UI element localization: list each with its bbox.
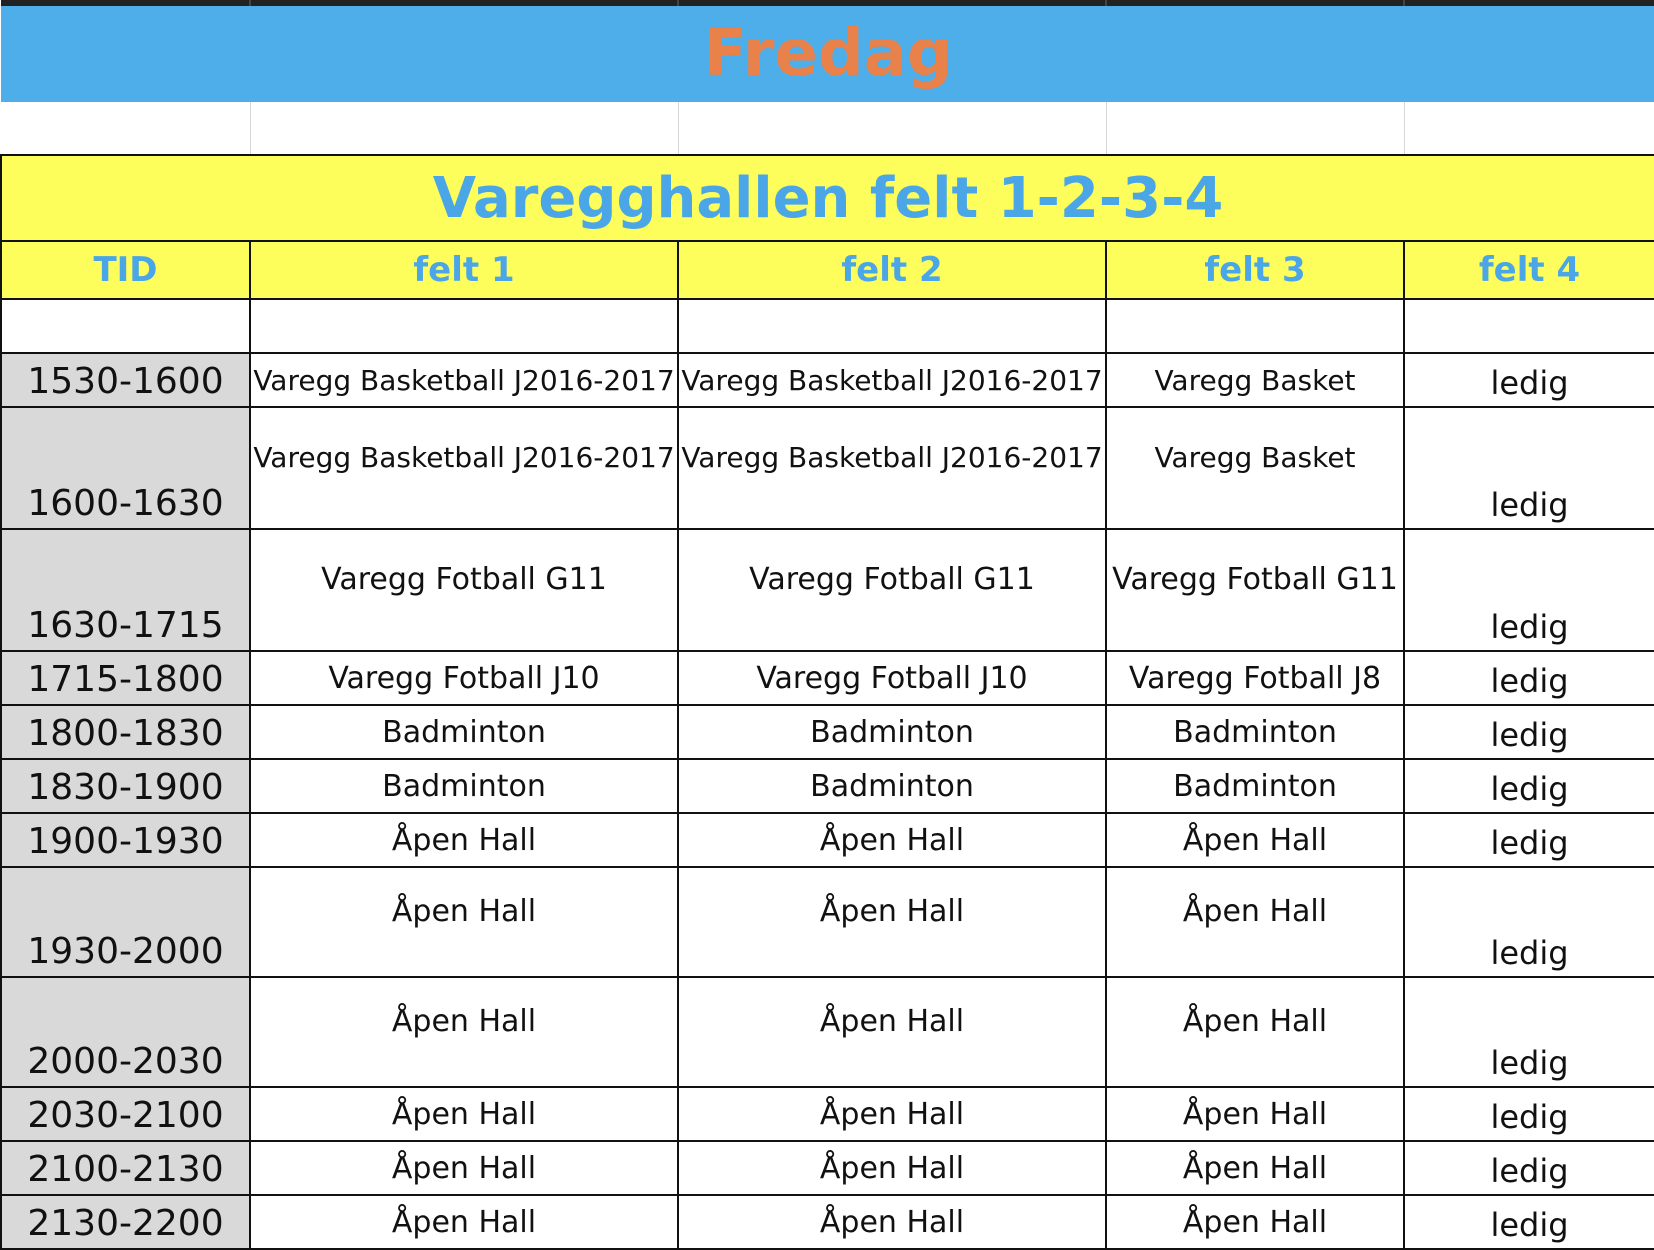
column-header-felt3[interactable]: felt 3 xyxy=(1106,241,1404,299)
table-row xyxy=(1,651,1654,705)
felt4-cell[interactable]: ledig xyxy=(1404,353,1654,407)
cell[interactable] xyxy=(678,299,1106,353)
felt3-cell[interactable]: Åpen Hall xyxy=(1106,867,1404,977)
felt2-cell[interactable]: Varegg Fotball G11 xyxy=(678,529,1106,651)
spacer-row xyxy=(1,102,1654,155)
felt4-cell[interactable]: ledig xyxy=(1404,705,1654,759)
felt4-cell[interactable]: ledig xyxy=(1404,1087,1654,1141)
venue-title[interactable]: Varegghallen felt 1-2-3-4 xyxy=(1,155,1654,241)
table-row xyxy=(1,867,1654,977)
table-row xyxy=(1,705,1654,759)
time-cell[interactable]: 1600-1630 xyxy=(1,407,250,529)
column-header-row xyxy=(1,241,1654,299)
cell[interactable] xyxy=(1404,102,1654,155)
cell[interactable] xyxy=(1106,299,1404,353)
cell[interactable] xyxy=(1,299,250,353)
day-banner-row xyxy=(1,6,1654,102)
table-row xyxy=(1,1087,1654,1141)
table-row xyxy=(1,529,1654,651)
felt4-cell[interactable]: ledig xyxy=(1404,977,1654,1087)
felt2-cell[interactable]: Badminton xyxy=(678,759,1106,813)
felt1-cell[interactable]: Åpen Hall xyxy=(250,813,678,867)
cell[interactable] xyxy=(1404,299,1654,353)
table-row xyxy=(1,977,1654,1087)
felt1-cell[interactable]: Badminton xyxy=(250,759,678,813)
day-title[interactable]: Fredag xyxy=(1,6,1654,102)
time-cell[interactable]: 1900-1930 xyxy=(1,813,250,867)
felt1-cell[interactable]: Varegg Basketball J2016-2017 xyxy=(250,353,678,407)
felt4-cell[interactable]: ledig xyxy=(1404,1195,1654,1249)
felt2-cell[interactable]: Varegg Fotball J10 xyxy=(678,651,1106,705)
felt3-cell[interactable]: Åpen Hall xyxy=(1106,1195,1404,1249)
time-cell[interactable]: 1530-1600 xyxy=(1,353,250,407)
felt3-cell[interactable]: Badminton xyxy=(1106,759,1404,813)
column-header-felt2[interactable]: felt 2 xyxy=(678,241,1106,299)
felt3-cell[interactable]: Badminton xyxy=(1106,705,1404,759)
felt2-cell[interactable]: Varegg Basketball J2016-2017 xyxy=(678,353,1106,407)
felt4-cell[interactable]: ledig xyxy=(1404,813,1654,867)
felt3-cell[interactable]: Varegg Fotball J8 xyxy=(1106,651,1404,705)
table-row xyxy=(1,813,1654,867)
time-cell[interactable]: 1630-1715 xyxy=(1,529,250,651)
felt3-cell[interactable]: Åpen Hall xyxy=(1106,1141,1404,1195)
felt1-cell[interactable]: Varegg Fotball G11 xyxy=(250,529,678,651)
felt3-cell[interactable]: Varegg Fotball G11 xyxy=(1106,529,1404,651)
felt2-cell[interactable]: Åpen Hall xyxy=(678,1141,1106,1195)
felt1-cell[interactable]: Åpen Hall xyxy=(250,1087,678,1141)
time-cell[interactable]: 2000-2030 xyxy=(1,977,250,1087)
felt4-cell[interactable]: ledig xyxy=(1404,651,1654,705)
cell[interactable] xyxy=(250,102,678,155)
cell[interactable] xyxy=(678,102,1106,155)
felt3-cell[interactable]: Åpen Hall xyxy=(1106,1087,1404,1141)
felt2-cell[interactable]: Åpen Hall xyxy=(678,867,1106,977)
felt3-cell[interactable]: Åpen Hall xyxy=(1106,813,1404,867)
felt2-cell[interactable]: Åpen Hall xyxy=(678,977,1106,1087)
felt1-cell[interactable]: Varegg Fotball J10 xyxy=(250,651,678,705)
table-row xyxy=(1,1141,1654,1195)
felt3-cell[interactable]: Varegg Basket xyxy=(1106,407,1404,529)
time-cell[interactable]: 2130-2200 xyxy=(1,1195,250,1249)
time-cell[interactable]: 1800-1830 xyxy=(1,705,250,759)
felt2-cell[interactable]: Åpen Hall xyxy=(678,813,1106,867)
felt2-cell[interactable]: Åpen Hall xyxy=(678,1195,1106,1249)
felt4-cell[interactable]: ledig xyxy=(1404,1141,1654,1195)
felt3-cell[interactable]: Åpen Hall xyxy=(1106,977,1404,1087)
time-cell[interactable]: 1715-1800 xyxy=(1,651,250,705)
table-row xyxy=(1,759,1654,813)
table-row xyxy=(1,353,1654,407)
column-header-felt4[interactable]: felt 4 xyxy=(1404,241,1654,299)
felt1-cell[interactable]: Varegg Basketball J2016-2017 xyxy=(250,407,678,529)
blank-row xyxy=(1,299,1654,353)
time-cell[interactable]: 1830-1900 xyxy=(1,759,250,813)
felt1-cell[interactable]: Badminton xyxy=(250,705,678,759)
time-cell[interactable]: 2100-2130 xyxy=(1,1141,250,1195)
felt2-cell[interactable]: Varegg Basketball J2016-2017 xyxy=(678,407,1106,529)
cell[interactable] xyxy=(1,102,250,155)
cell[interactable] xyxy=(1106,102,1404,155)
felt4-cell[interactable]: ledig xyxy=(1404,759,1654,813)
time-cell[interactable]: 2030-2100 xyxy=(1,1087,250,1141)
cell[interactable] xyxy=(250,299,678,353)
table-row xyxy=(1,407,1654,529)
felt2-cell[interactable]: Badminton xyxy=(678,705,1106,759)
column-header-tid[interactable]: TID xyxy=(1,241,250,299)
venue-row xyxy=(1,155,1654,241)
felt4-cell[interactable]: ledig xyxy=(1404,529,1654,651)
table-row xyxy=(1,1195,1654,1249)
felt1-cell[interactable]: Åpen Hall xyxy=(250,867,678,977)
felt3-cell[interactable]: Varegg Basket xyxy=(1106,353,1404,407)
column-header-felt1[interactable]: felt 1 xyxy=(250,241,678,299)
felt1-cell[interactable]: Åpen Hall xyxy=(250,977,678,1087)
felt1-cell[interactable]: Åpen Hall xyxy=(250,1141,678,1195)
felt1-cell[interactable]: Åpen Hall xyxy=(250,1195,678,1249)
time-cell[interactable]: 1930-2000 xyxy=(1,867,250,977)
felt4-cell[interactable]: ledig xyxy=(1404,407,1654,529)
felt2-cell[interactable]: Åpen Hall xyxy=(678,1087,1106,1141)
felt4-cell[interactable]: ledig xyxy=(1404,867,1654,977)
